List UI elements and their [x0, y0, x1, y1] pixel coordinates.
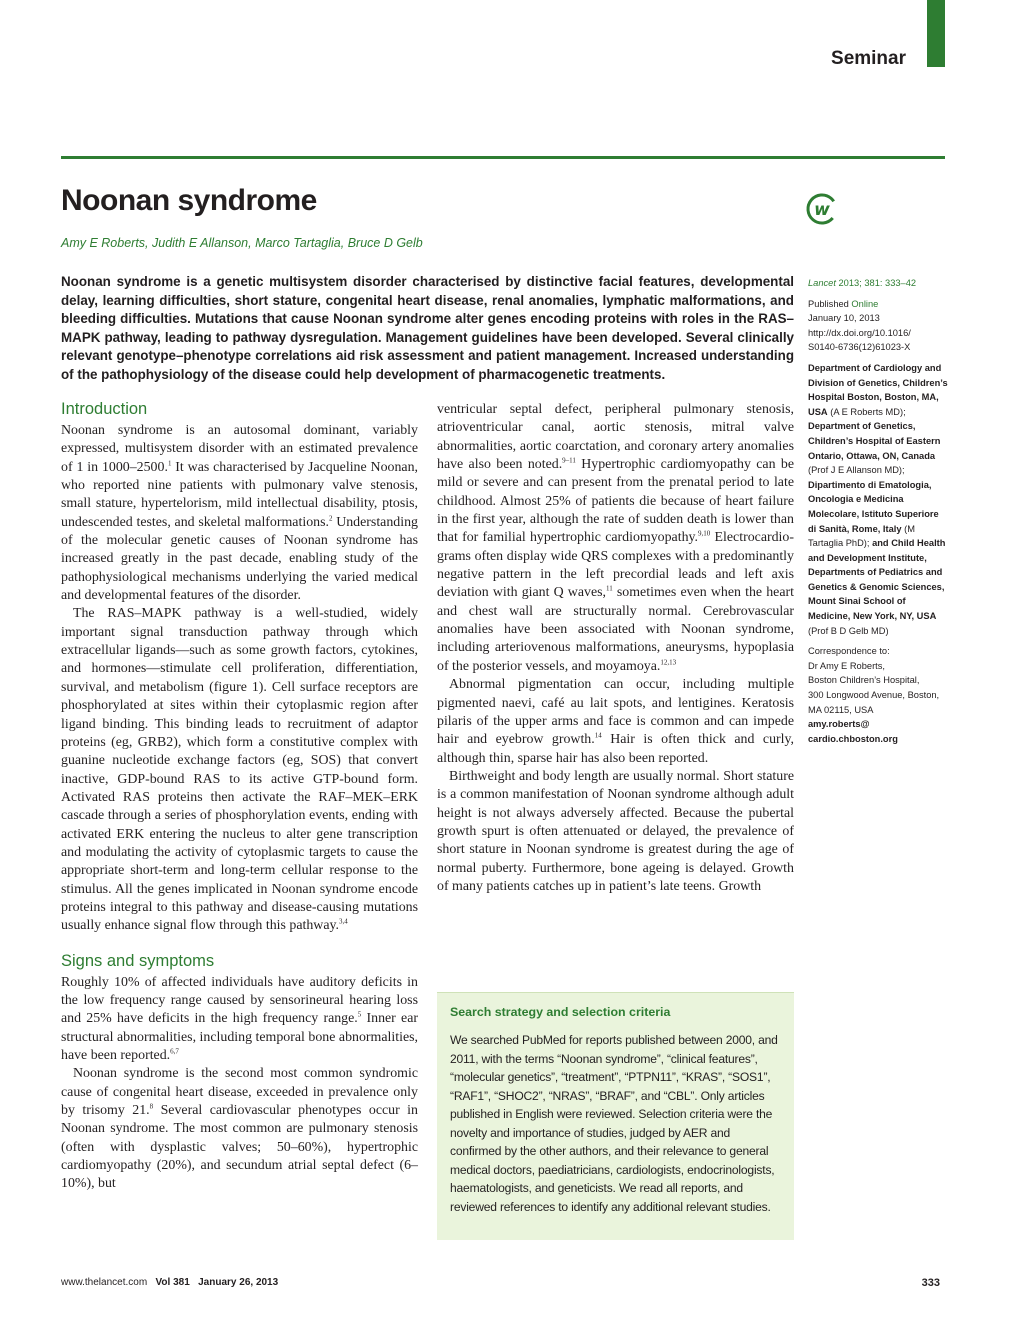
intro-paragraph-2: The RAS–MAPK pathway is a well-studied, widely important signal transduction pathway through which extracellular ligands—such as some growth factors, cytokines, and hormones—stimulate cell proliferation, differentiation, survival, and metabolism (figure 1). Cell surface receptors are phosphorylated at sites within their cytoplasmic region after ligand binding. This binding leads to recruitment of adaptor proteins (eg, GRB2), which form a constitutive complex with guanine nucleotide exchange factors (eg, SOS) that convert inactive, GDP-bound RAS to its active GTP-bound form. Activated RAS proteins then activate the RAF–MEK–ERK cascade through a series of phosphorylation events, ending with activated ERK entering the nucleus to alter gene transcription and modulating the activity of cytoplasmic targets to cause the appropriate short-term and long-term cellular response to the stimulus. All the genes implicated in Noonan syndrome encode proteins integral to this pathway and disease-causing mutations usually enhance signal flow through this pathway.$^{3,4}$	[61, 606, 418, 934]
reference-marker[interactable]: 2	[328, 514, 333, 523]
reference-marker[interactable]: 6,7	[170, 1047, 179, 1056]
published-date: January 10, 2013	[808, 313, 880, 324]
reference-marker[interactable]: 5	[357, 1010, 362, 1019]
reference-marker[interactable]: 14	[594, 731, 602, 740]
published-line: Published Online	[808, 298, 879, 309]
correspondence-label: Correspondence to:	[808, 646, 890, 657]
search-strategy-panel	[437, 992, 794, 1240]
correspondence-org: Boston Children’s Hospital,	[808, 675, 920, 686]
reference-marker[interactable]: 11	[606, 584, 613, 593]
heading-signs-and-symptoms: Signs and symptoms	[61, 951, 215, 970]
abstract: Noonan syndrome is a genetic multisystem disorder characterised by distinctive facial features, developmental delay, learning difficulties, short stature, congenital heart disease, renal anomalies, lymphatic malformations, and bleeding difficulties. Mutations that cause Noonan syndrome alter genes encoding proteins with roles in the RAS–MAPK pathway, leading to pathway dysregulation. Management guidelines have been developed. Several clinically relevant genotype–phenotype correlations aid risk assessment and patient management. Increased understanding of the pathophysiology of the disease could help development of pharmacogenetic treatments.	[61, 274, 794, 382]
footer-info	[61, 1277, 278, 1288]
author-list: Amy E Roberts, Judith E Allanson, Marco Tartaglia, Bruce D Gelb	[61, 236, 423, 250]
reference-marker[interactable]: 12,13	[660, 658, 677, 667]
signs-paragraph-2: Noonan syndrome is the second most common syndromic cause of congenital heart disease, exceeded in prevalence only by trisomy 21.$^8$ Several cardiovascular phenotypes occur in Noonan syndrome. The most common are pulmonary stenosis (often with dysplastic valves; 50–60%), hypertrophic cardiomyopathy (20%), and secundum atrial septal defect (6–10%), but	[61, 1066, 418, 1192]
correspondence-email[interactable]: amy.roberts@	[808, 719, 870, 730]
volume: Vol 381	[155, 1277, 190, 1288]
search-strategy-body: We searched PubMed for reports published between 2000, and 2011, with the terms “Noonan syndrome”, “clinical features”, “molecular genetics”, “treatment”, “PTPN11”, “KRAS”, “SOS1”, “RAF1”, “SHOC2”, “NRAS”, “BRAF”, and “CBL”. Only articles published in English were reviewed. Selection criteria were the novelty and importance of studies, judged by AER and confirmed by the other authors, and their relevance to general medical doctors, paediatricians, cardiologists, endocrinologists, haematologists, and geneticists. We read all reports, and reviewed references to identify any additional relevant studies.	[450, 1033, 778, 1214]
section-label: Seminar	[831, 48, 906, 69]
top-rule	[61, 156, 945, 159]
page-number: 333	[921, 1277, 940, 1289]
pigmentation-paragraph: Abnormal pigmentation can occur, including multiple pigmented naevi, café au lait spots, and lentigines. Keratosis pilaris of the upper arms and face is common and can impede hair and eyebrow growth.$^{14}$ Hair is often thick and curly, although thin, sparse hair has also been reported.	[437, 677, 795, 766]
svg-text:w: w	[814, 200, 830, 220]
affiliation-3: Dipartimento di Ematologia, Oncologia e Medicina Molecolare, Istituto Superiore di Sanità, Rome, Italy (M Tartaglia PhD); and Child Health and Development Institute, Departments of Pediatrics and Genetics & Genomic Sciences, Mount Sinai School of Medicine, New York, NY, USA (Prof B D Gelb MD)	[808, 479, 946, 636]
column-left	[61, 398, 418, 1194]
citation: Lancet 2013; 381: 333–42	[808, 278, 917, 288]
heading-introduction: Introduction	[61, 400, 148, 418]
reference-marker[interactable]: 8	[149, 1102, 154, 1111]
issue-date: January 26, 2013	[198, 1277, 279, 1288]
section-tab-marker	[927, 0, 945, 67]
correspondence-address-2: MA 02115, USA	[808, 704, 874, 715]
reference-marker[interactable]: 3,4	[339, 917, 348, 926]
journal-website-link[interactable]: www.thelancet.com	[61, 1277, 148, 1288]
column-middle	[437, 401, 794, 896]
intro-paragraph-1: Noonan syndrome is an autosomal dominant, variably expressed, multisystem disorder with an estimated prevalence of 1 in 1000–2500.$^1$ It was characterised by Jacqueline Noonan, who reported nine patients with pulmonary valve stenosis, small stature, hypertelorism, mild intellectual disability, ptosis, undescended testes, and skeletal malformations.$^2$ Understanding of the molecular genetic causes of Noonan syndrome has increased greatly in the past decade, enabling study of the pathophysiological mechanisms underlying the varied medical and developmental features of the disorder.	[61, 423, 418, 604]
article-sidebar	[808, 276, 948, 746]
cardio-paragraph: ventricular septal defect, peripheral pulmonary stenosis, atrioventricular canal, aortic stenosis, mitral valve abnormalities, aortic coarctation, and coronary artery anomalies have also been noted.$^{9-11}$ Hypertrophic cardiomyopathy can be mild or severe and can present from the prenatal period to late childhood. Almost 25% of patients die because of heart failure in the first year, although the rate of sudden death is lower than that for familial hypertrophic cardiomyopathy.$^{9,10}$ Electrocardiograms often display wide QRS complexes with a predominantly negative pattern in the left precordial leads and left axis deviation with giant Q waves,$^{11}$ sometimes even when the heart and chest wall are structurally normal. Cerebrovascular anomalies have been associated with Noonan syndrome, including arteriovenous malformations, aneurysms, hypoplasia of the posterior vessels, and moyamoya.$^{12,13}$	[437, 402, 794, 674]
signs-paragraph-1: Roughly 10% of affected individuals have auditory deficits in the low frequency range caused by sensorineural hearing loss and 25% have deficits in the high frequency range.$^5$ Inner ear structural abnormalities, including temporal bone abnormalities, have been reported.$^{6,7}$	[61, 974, 418, 1063]
affiliation-2: Department of Genetics, Children’s Hospital of Eastern Ontario, Ottawa, ON, Canada (Prof J E Allanson MD);	[808, 421, 941, 476]
correspondence-name: Dr Amy E Roberts,	[808, 660, 885, 671]
affiliation-1: Department of Cardiology and Division of Genetics, Children’s Hospital Boston, Boston, MA, USA (A E Roberts MD);	[808, 362, 948, 417]
doi-link-continued[interactable]: S0140-6736(12)61023-X	[808, 342, 911, 353]
growth-paragraph: Birthweight and body length are usually normal. Short stature is a common manifestation of Noonan syndrome although adult height is not always adversely affected. Because the pubertal growth spurt is often attenuated or delayed, the prevalence of short stature in Noonan syndrome is greatest during the age of normal puberty. Furthermore, bone ageing is delayed. Growth of many patients catches up in patient’s late teens. Growth	[437, 768, 794, 894]
reference-marker[interactable]: 9–11	[562, 456, 576, 465]
correspondence-email-continued[interactable]: cardio.chboston.org	[808, 733, 898, 744]
online-link[interactable]: Online	[851, 298, 879, 309]
doi-link[interactable]: http://dx.doi.org/10.1016/	[808, 327, 911, 338]
article-title: Noonan syndrome	[61, 184, 317, 217]
search-strategy-title: Search strategy and selection criteria	[450, 1005, 671, 1019]
reference-marker[interactable]: 1	[167, 459, 172, 468]
online-first-icon	[805, 192, 839, 226]
correspondence-address-1: 300 Longwood Avenue, Boston,	[808, 690, 940, 701]
reference-marker[interactable]: 9,10	[698, 529, 711, 538]
